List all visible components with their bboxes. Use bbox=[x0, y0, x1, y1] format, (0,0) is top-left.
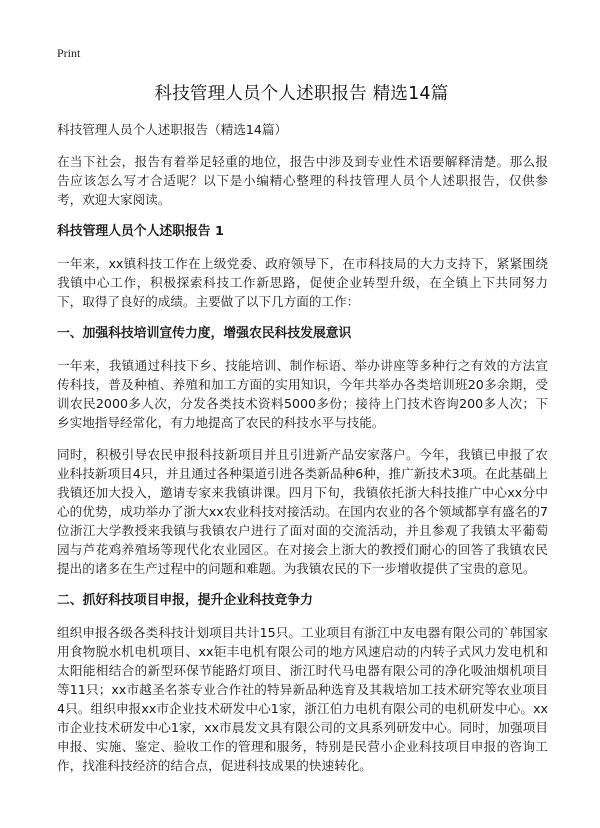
document-title: 科技管理人员个人述职报告 精选14篇 bbox=[154, 84, 449, 104]
heading-1: 一、加强科技培训宣传力度，增强农民科技发展意识 bbox=[57, 326, 352, 341]
document-body bbox=[57, 121, 548, 788]
paragraph-1: 一年来，xx镇科技工作在上级党委、政府领导下，在市科技局的大力支持下，紧紧围绕我镇中心工作，积极探索科技工作新思路，促使企业转型升级，在全镇上下共同努力下，取得了良好的成绩。主要做了以下几方面的工作： bbox=[57, 256, 548, 309]
heading-2: 二、抓好科技项目申报，提升企业科技竞争力 bbox=[57, 593, 313, 608]
section-title: 科技管理人员个人述职报告 1 bbox=[57, 224, 224, 239]
intro-paragraph: 在当下社会，报告有着举足轻重的地位，报告中涉及到专业性术语要解释清楚。那么报告应该怎么写才合适呢？以下是小编精心整理的科技管理人员个人述职报告，仅供参考，欢迎大家阅读。 bbox=[57, 154, 548, 207]
print-link[interactable]: Print bbox=[57, 46, 81, 60]
paragraph-4: 组织申报各级各类科技计划项目共计15只。工业项目有浙江中友电器有限公司的`韩国家用食物脱水机电机项目、xx钜丰电机有限公司的地方风速启动的内转子式风力发电机和太阳能相结合的新型环保节能路灯项目、浙江时代马电器有限公司的净化吸油烟机项目等11只；xx市越圣名茶专业合作社的特异新品种选育及其栽培加工技术研究等农业项目4只。组织申报xx市企业技术研发中心1家，浙江伯力电机有限公司的电机研发中心。xx市企业技术研发中心1家，xx市晨发文具有限公司的文具系列研发中心。同时，加强项目申报、实施、鉴定、验收工作的管理和服务，特别是民营小企业科技项目申报的咨询工作，找准科技经济的结合点，促进科技成果的快速转化。 bbox=[57, 625, 548, 773]
document-subtitle: 科技管理人员个人述职报告（精选14篇） bbox=[57, 122, 288, 137]
paragraph-3: 同时，积极引导农民申报科技新项目并且引进新产品安家落户。今年，我镇已申报了农业科技新项目4只，并且通过各种渠道引进各类新品种6种，推广新技术3项。在此基础上我镇还加大投入，邀请专家来我镇讲课。四月下旬，我镇依托浙大科技推广中心xx分中心的优势，成功举办了浙大xx农业科技对接活动。在国内农业的各个领域都享有盛名的7位浙江大学教授来我镇与我镇农户进行了面对面的交流活动，并且参观了我镇太平葡萄园与芦花鸡养殖场等现代化农业园区。在对接会上浙大的教授们耐心的回答了我镇农民提出的诸多在生产过程中的问题和难题。为我镇农民的下一步增收提供了宝贵的意见。 bbox=[57, 447, 548, 576]
paragraph-2: 一年来，我镇通过科技下乡、技能培训、制作标语、举办讲座等多种行之有效的方法宣传科技，普及种植、养殖和加工方面的实用知识，今年共举办各类培训班20多余期，受训农民2000多人次，分发各类技术资料5000多份；接待上门技术咨询200多人次；下乡实地指导经常化，有力地提高了农民的科技水平与技能。 bbox=[57, 358, 548, 430]
